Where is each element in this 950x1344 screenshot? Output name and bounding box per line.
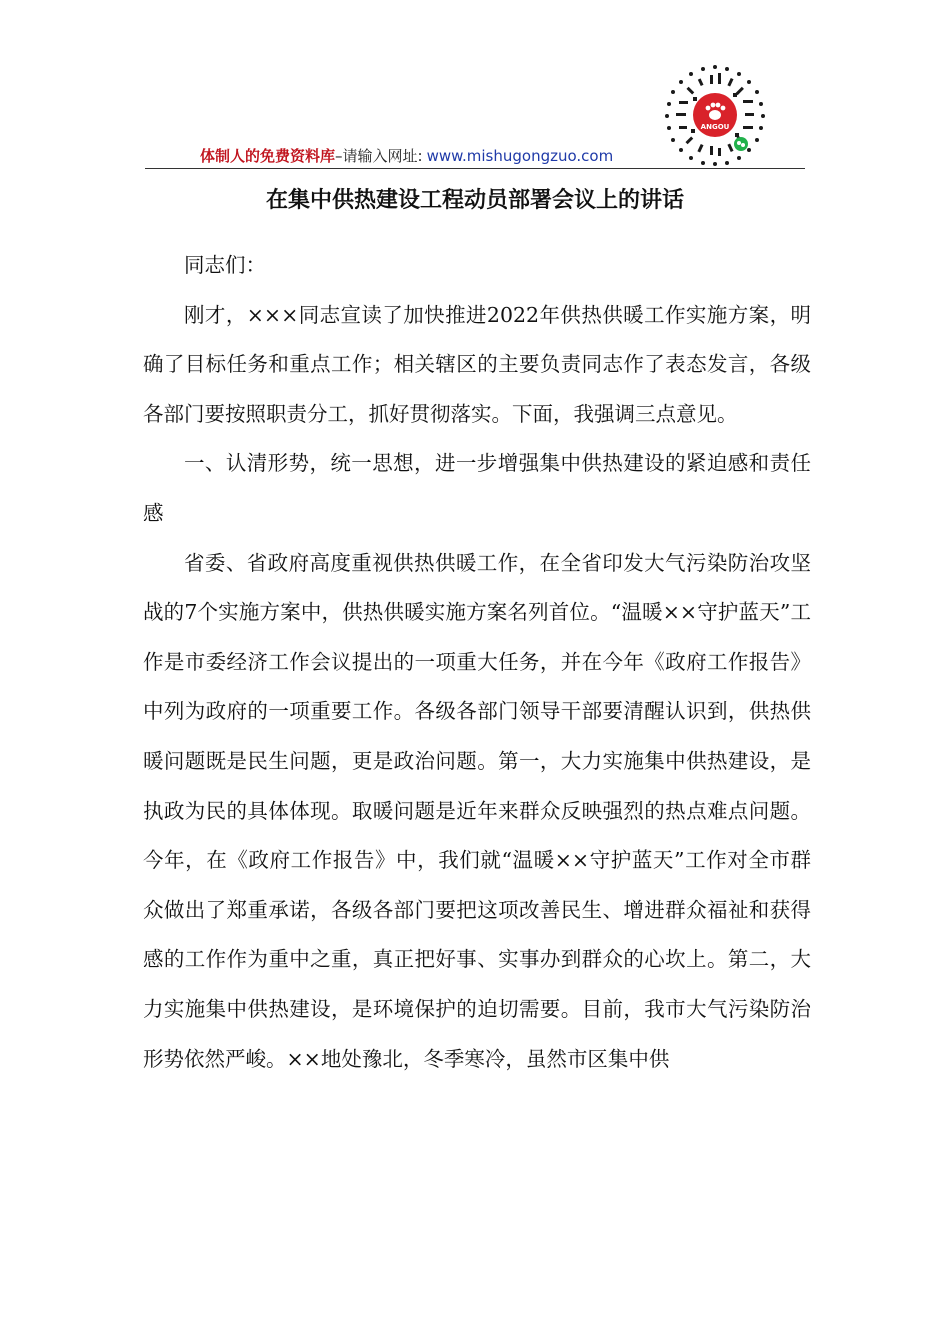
mini-program-qr-code-icon[interactable] bbox=[663, 63, 767, 167]
document-body bbox=[143, 241, 811, 1084]
paragraph-salutation: 同志们： bbox=[184, 253, 266, 277]
paragraph-intro: 刚才，×××同志宣读了加快推进2022年供热供暖工作实施方案，明确了目标任务和重点工作；相关辖区的主要负责同志作了表态发言，各级各部门要按照职责分工，抓好贯彻落实。下面，我强调三点意见。 bbox=[143, 302, 811, 426]
header-banner bbox=[200, 146, 613, 166]
paragraph-section-heading: 一、认清形势，统一思想，进一步增强集中供热建设的紧迫感和责任感 bbox=[143, 451, 811, 525]
qr-logo-text: ANGOU bbox=[700, 123, 730, 131]
header-brand: 体制人的免费资料库 bbox=[200, 147, 336, 165]
paragraph-body: 省委、省政府高度重视供热供暖工作，在全省印发大气污染防治攻坚战的7个实施方案中，供热供暖实施方案名列首位。“温暖××守护蓝天”工作是市委经济工作会议提出的一项重大任务，并在今年《政府工作报告》中列为政府的一项重要工作。各级各部门领导干部要清醒认识到，供热供暖问题既是民生问题，更是政治问题。第一，大力实施集中供热建设，是执政为民的具体体现。取暖问题是近年来群众反映强烈的热点难点问题。今年，在《政府工作报告》中，我们就“温暖××守护蓝天”工作对全市群众做出了郑重承诺，各级各部门要把这项改善民生、增进群众福祉和获得感的工作作为重中之重，真正把好事、实事办到群众的心坎上。第二，大力实施集中供热建设，是环境保护的迫切需要。目前，我市大气污染防治形势依然严峻。××地处豫北，冬季寒冷，虽然市区集中供 bbox=[143, 550, 811, 1071]
document-title: 在集中供热建设工程动员部署会议上的讲话 bbox=[265, 187, 684, 213]
header-prompt: –请输入网址: bbox=[335, 147, 423, 165]
page-header bbox=[145, 60, 805, 170]
header-divider bbox=[145, 168, 805, 169]
header-url-link[interactable]: www.mishugongzuo.com bbox=[426, 147, 614, 165]
